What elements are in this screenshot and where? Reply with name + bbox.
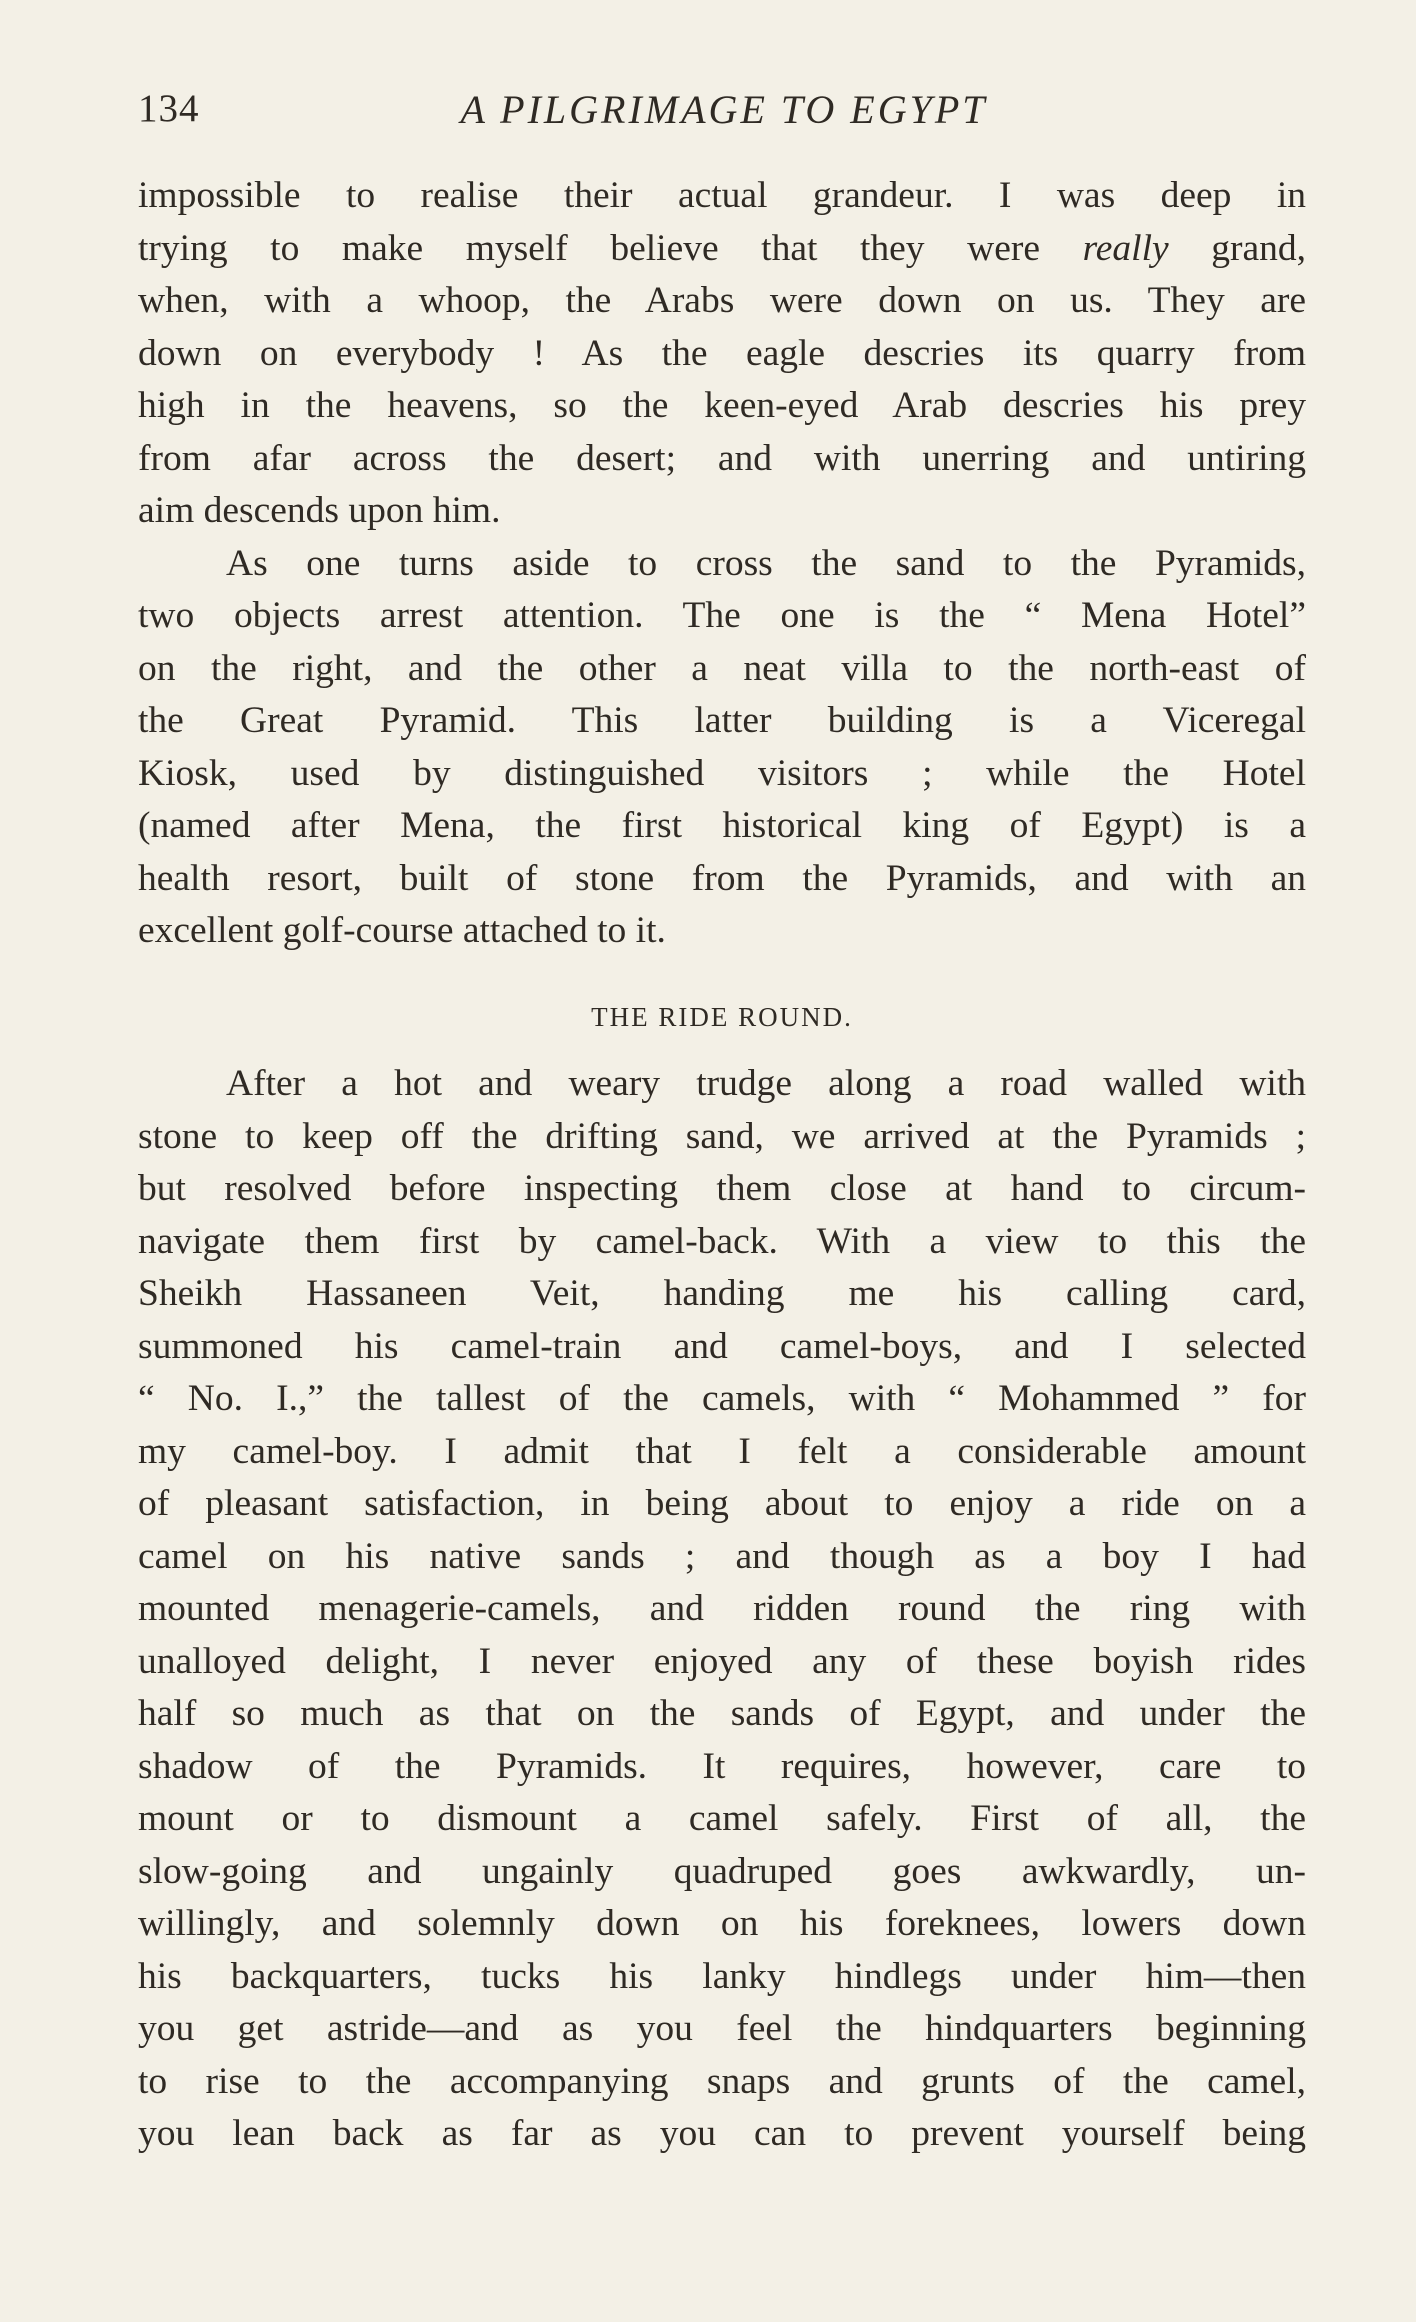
text-line: navigate them first by camel-back. With a view to this the xyxy=(138,1220,1306,1262)
section-heading: THE RIDE ROUND. xyxy=(591,1002,853,1032)
text-line: shadow of the Pyramids. It requires, however, care to xyxy=(138,1745,1306,1787)
running-title: A PILGRIMAGE TO EGYPT xyxy=(460,87,988,132)
text-line: mounted menagerie-camels, and ridden round the ring with xyxy=(138,1588,1306,1629)
text-line: slow-going and ungainly quadruped goes awkwardly, un- xyxy=(138,1850,1306,1892)
text-line: from afar across the desert; and with unerring and untiring xyxy=(138,437,1306,479)
text-line: to rise to the accompanying snaps and grunts of the camel, xyxy=(138,2060,1306,2102)
text-line: As one turns aside to cross the sand to the Pyramids, xyxy=(226,542,1306,584)
text-line: After a hot and weary trudge along a road walled with xyxy=(226,1063,1306,1104)
text-line: Kiosk, used by distinguished visitors ; while the Hotel xyxy=(138,752,1306,794)
text-line: summoned his camel-train and camel-boys, and I selected xyxy=(138,1325,1306,1367)
text-line: excellent golf-course attached to it. xyxy=(138,910,666,951)
text-line: camel on his native sands ; and though as a boy I had xyxy=(138,1535,1306,1577)
page-number: 134 xyxy=(138,87,200,130)
text-line: unalloyed delight, I never enjoyed any of these boyish rides xyxy=(138,1640,1306,1682)
text-line: half so much as that on the sands of Egypt, and under the xyxy=(138,1693,1306,1734)
text-line: the Great Pyramid. This latter building is a Viceregal xyxy=(138,700,1306,741)
body-text-bottom xyxy=(138,1058,1306,2161)
text-line: high in the heavens, so the keen-eyed Arab descries his prey xyxy=(138,385,1306,426)
text-line: impossible to realise their actual grandeur. I was deep in xyxy=(138,175,1306,216)
text-line: you get astride—and as you feel the hindquarters beginning xyxy=(138,2008,1306,2049)
text-line: health resort, built of stone from the Pyramids, and with an xyxy=(138,857,1306,899)
text-line: willingly, and solemnly down on his foreknees, lowers down xyxy=(138,1903,1306,1944)
text-line: but resolved before inspecting them close at hand to circum- xyxy=(138,1168,1306,1209)
text-line: two objects arrest attention. The one is the “ Mena Hotel” xyxy=(138,595,1306,636)
text-line: “ No. I.,” the tallest of the camels, with “ Mohammed ” for xyxy=(138,1378,1306,1419)
text-line: on the right, and the other a neat villa to the north-east of xyxy=(138,647,1306,689)
text-line: Sheikh Hassaneen Veit, handing me his calling card, xyxy=(138,1273,1306,1314)
text-line: aim descends upon him. xyxy=(138,490,501,531)
text-line: when, with a whoop, the Arabs were down on us. They are xyxy=(138,280,1306,321)
text-line: (named after Mena, the first historical king of Egypt) is a xyxy=(138,805,1306,846)
text-line: my camel-boy. I admit that I felt a considerable amount xyxy=(138,1430,1306,1472)
text-line: trying to make myself believe that they were really grand, xyxy=(138,227,1306,269)
text-line: mount or to dismount a camel safely. First of all, the xyxy=(138,1798,1306,1839)
body-text-top xyxy=(138,170,1306,958)
text-line: you lean back as far as you can to prevent yourself being xyxy=(138,2113,1306,2154)
text-line: his backquarters, tucks his lanky hindlegs under him—then xyxy=(138,1955,1306,1997)
text-line: of pleasant satisfaction, in being about to enjoy a ride on a xyxy=(138,1483,1306,1524)
text-line: stone to keep off the drifting sand, we arrived at the Pyramids ; xyxy=(138,1115,1306,1157)
running-head xyxy=(138,86,1310,146)
text-line: down on everybody ! As the eagle descries its quarry from xyxy=(138,332,1306,374)
